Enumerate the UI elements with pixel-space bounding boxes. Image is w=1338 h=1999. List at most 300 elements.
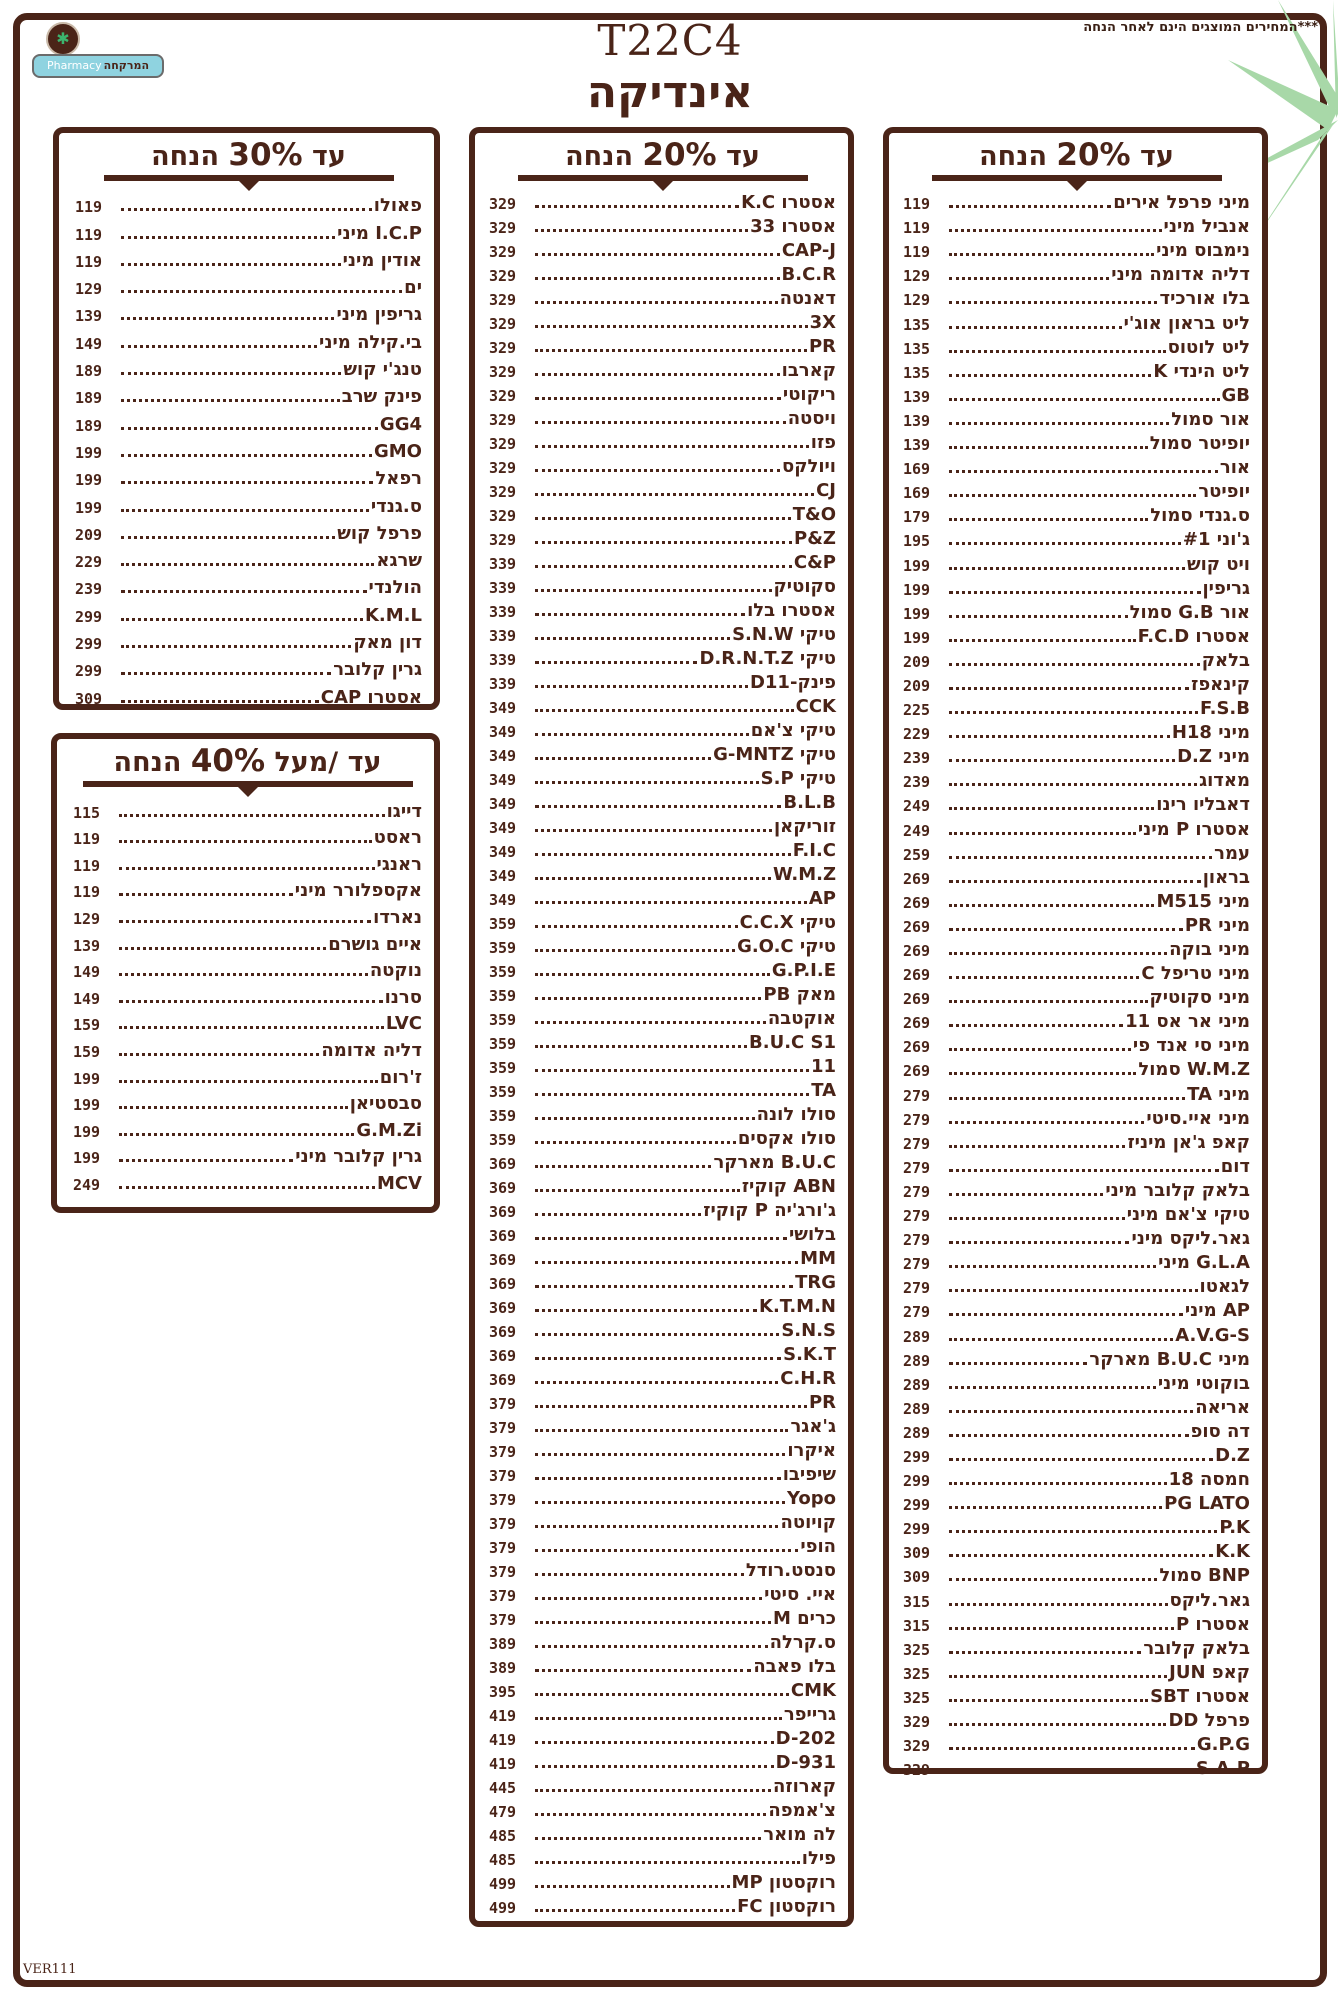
strain-name: גרין קלובר [333, 659, 422, 681]
price-row [75, 244, 422, 271]
price-row [489, 1653, 836, 1677]
price: 279 [903, 1134, 931, 1153]
price: 329 [489, 411, 517, 429]
strain-name: גרייפר [783, 1704, 836, 1725]
strain-name: טיקי צ'אם [750, 720, 836, 741]
price: 315 [903, 1616, 931, 1635]
price: 369 [489, 1203, 517, 1221]
strain-name: P&Z [794, 528, 836, 549]
strain-name: בלו פאבה [753, 1656, 836, 1677]
pharmacy-logo [32, 22, 164, 78]
price-row [73, 1061, 422, 1088]
heading-suffix: הנחה [979, 141, 1047, 172]
price: 445 [489, 1779, 517, 1797]
strain-name: B.L.B [783, 792, 836, 813]
price-row [489, 1605, 836, 1629]
price: 379 [489, 1587, 517, 1605]
strain-name: S.K.T [783, 1344, 836, 1365]
strain-name: מיני D.Z [1177, 746, 1250, 768]
dot-leader [535, 613, 745, 616]
strain-name: בי.קילה מיני [319, 331, 422, 353]
price: 419 [489, 1707, 517, 1725]
strain-name: רפאל [375, 468, 422, 490]
price-row [73, 901, 422, 928]
price-row [489, 405, 836, 429]
price: 325 [903, 1664, 931, 1683]
dot-leader [119, 1000, 383, 1003]
dot-leader [949, 1289, 1198, 1292]
price: 299 [903, 1520, 931, 1539]
price: 199 [75, 443, 103, 462]
dot-leader [121, 509, 369, 512]
dot-leader [949, 976, 1139, 979]
section-heading [903, 137, 1250, 173]
price-row [489, 1173, 836, 1197]
strain-name: טיקי צ'אם מיני [1126, 1204, 1250, 1226]
price: 329 [489, 483, 517, 501]
dot-leader [119, 1026, 384, 1029]
price: 149 [73, 989, 101, 1008]
price: 199 [73, 1149, 101, 1168]
price: 359 [489, 1131, 517, 1149]
strain-name: איי. סיטי [764, 1584, 836, 1605]
dot-leader [535, 853, 791, 856]
price: 329 [489, 531, 517, 549]
strain-name: ויט קוש [1186, 553, 1250, 575]
dot-leader [535, 1717, 782, 1720]
dot-leader [535, 1477, 781, 1480]
dot-leader [121, 700, 319, 703]
dot-leader [119, 920, 371, 923]
strain-name: ליט הינדי K [1153, 360, 1250, 382]
strain-name: פזו [810, 432, 836, 453]
dot-leader [949, 1482, 1167, 1485]
price-row [489, 1125, 836, 1149]
price-row [903, 647, 1250, 671]
strain-name: 11 [810, 1056, 836, 1077]
price: 369 [489, 1323, 517, 1341]
strain-name: אודין מיני [342, 249, 422, 271]
dot-leader [949, 1313, 1183, 1316]
dot-leader [535, 445, 809, 448]
dot-leader [949, 518, 1148, 521]
price: 349 [489, 699, 517, 717]
strain-name: S.N.S [781, 1320, 836, 1341]
price-row [489, 1461, 836, 1485]
strain-name: K.K [1215, 1541, 1250, 1563]
dot-leader [949, 1723, 1166, 1726]
price-row [903, 1273, 1250, 1297]
price-row [903, 261, 1250, 285]
dot-leader [121, 399, 340, 402]
heading-divider [932, 175, 1222, 181]
price-row [903, 1635, 1250, 1659]
price-row [489, 453, 836, 477]
strain-name: ז'רום [379, 1066, 422, 1088]
dot-leader [535, 1645, 768, 1648]
strain-name: דום [1220, 1155, 1250, 1177]
price: 269 [903, 942, 931, 960]
price: 209 [75, 525, 103, 544]
heading-divider [83, 781, 413, 787]
price-row [489, 477, 836, 501]
price-row [489, 1245, 836, 1269]
dot-leader [949, 904, 1154, 907]
price-row [903, 526, 1250, 550]
strain-name: פינק שרב [341, 386, 422, 408]
strain-name: TA [811, 1080, 836, 1101]
price: 315 [903, 1592, 931, 1611]
dot-leader [535, 1357, 781, 1360]
price-row [489, 1221, 836, 1245]
dot-leader [121, 454, 372, 457]
price-row [489, 213, 836, 237]
strain-name: פאולו [373, 195, 422, 217]
strain-name: D-931 [775, 1752, 836, 1773]
price: 299 [903, 1496, 931, 1515]
price: 135 [903, 339, 931, 358]
price: 199 [73, 1122, 101, 1141]
price: 419 [489, 1755, 517, 1773]
strain-name: PR [808, 1392, 836, 1413]
price: 229 [75, 553, 103, 572]
price-row [489, 741, 836, 765]
dot-leader [535, 757, 711, 760]
price-row [73, 875, 422, 902]
dot-leader [949, 1000, 1148, 1003]
price: 189 [75, 416, 103, 435]
strain-name: T&O [792, 504, 836, 525]
strain-name: פרפל DD [1168, 1710, 1250, 1731]
price-row [903, 1466, 1250, 1490]
dot-leader [535, 1669, 751, 1672]
price: 379 [489, 1539, 517, 1557]
price: 359 [489, 963, 517, 981]
dot-leader [119, 1106, 348, 1109]
price-row [489, 357, 836, 381]
price: 289 [903, 1351, 931, 1370]
strain-name: ס.גנדי סמול [1150, 505, 1250, 527]
price-row [75, 489, 422, 516]
strain-name: פרפל קוש [337, 522, 422, 544]
price: 269 [903, 1062, 931, 1081]
price: 379 [489, 1443, 517, 1461]
strain-name: אסטרו CAP [320, 686, 422, 708]
price: 119 [73, 856, 101, 875]
strain-name: אסטרו P [1175, 1613, 1250, 1635]
dot-leader [949, 1627, 1174, 1630]
price-row [489, 1437, 836, 1461]
dot-leader [535, 325, 808, 328]
strain-name: AP [808, 888, 836, 909]
price: 379 [489, 1611, 517, 1629]
dot-leader [119, 973, 368, 976]
dot-leader [121, 481, 373, 484]
dot-leader [535, 1093, 809, 1096]
strain-name: ג'אגר [790, 1416, 836, 1437]
dot-leader [949, 1458, 1213, 1461]
dot-leader [949, 1121, 1144, 1124]
dot-leader [535, 1813, 766, 1816]
price-row [73, 981, 422, 1008]
strain-name: קויוטה [780, 1512, 836, 1533]
price-row [489, 1077, 836, 1101]
strain-name: סולו לונה [756, 1104, 836, 1125]
price-row [489, 789, 836, 813]
strain-name: ג'ורג'יה P קוקיז [703, 1200, 836, 1221]
strain-name: אור סמול [1171, 408, 1250, 430]
price: 139 [903, 387, 931, 406]
strain-name: בוקוטי מיני [1157, 1372, 1250, 1394]
price: 379 [489, 1419, 517, 1437]
price-row [489, 1629, 836, 1653]
dot-leader [121, 317, 334, 320]
dot-leader [535, 1549, 798, 1552]
price: 299 [903, 1472, 931, 1491]
price: 189 [75, 389, 103, 408]
price-row [489, 1029, 836, 1053]
price: 149 [75, 334, 103, 353]
price: 159 [73, 1042, 101, 1061]
price-row [75, 216, 422, 243]
price: 485 [489, 1827, 517, 1845]
price-row [489, 1389, 836, 1413]
strain-name: כרים M [772, 1608, 836, 1629]
price: 329 [489, 195, 517, 213]
price-row [489, 765, 836, 789]
dot-leader [535, 1165, 711, 1168]
dot-leader [535, 1213, 701, 1216]
dot-leader [949, 1362, 1087, 1365]
strain-name: טיקי C.C.X [739, 912, 836, 933]
dot-leader [121, 427, 378, 430]
price-row [903, 888, 1250, 912]
price-row [903, 1346, 1250, 1370]
dot-leader [121, 263, 341, 266]
price: 485 [489, 1851, 517, 1869]
strain-name: אסטרו P מיני [1137, 818, 1250, 840]
strain-name: ג'וני #1 [1182, 529, 1250, 551]
price-row [903, 1249, 1250, 1273]
dot-leader [119, 893, 293, 896]
strain-name: דאנטה [779, 288, 836, 309]
price: 349 [489, 747, 517, 765]
price: 199 [75, 498, 103, 517]
dot-leader [535, 949, 735, 952]
dot-leader [949, 759, 1175, 762]
strain-name: קינאפז [1191, 673, 1250, 695]
price-row [903, 575, 1250, 599]
strain-name: בלו אורכיד [1159, 288, 1250, 310]
strain-name: טנג'י קוש [343, 359, 422, 381]
dot-leader [949, 1097, 1185, 1100]
price-row [489, 1821, 836, 1845]
dot-leader [535, 1381, 778, 1384]
strain-name: דאבליו רינו [1156, 794, 1250, 816]
brand-title: T22C4 [597, 16, 743, 65]
price-row [489, 957, 836, 981]
price: 359 [489, 987, 517, 1005]
dot-leader [949, 735, 1170, 738]
strain-name: טיקי S.N.W [732, 624, 836, 645]
price: 369 [489, 1251, 517, 1269]
dot-leader [535, 277, 780, 280]
price: 329 [489, 363, 517, 381]
price: 269 [903, 990, 931, 1009]
strain-name: איים גושרם [328, 933, 422, 955]
price: 379 [489, 1467, 517, 1485]
price: 299 [75, 635, 103, 654]
strain-name: ס.קרלה [769, 1632, 836, 1653]
strain-name: אור G.B סמול [1129, 601, 1250, 623]
price: 199 [903, 604, 931, 623]
price-row [75, 680, 422, 707]
price: 299 [75, 607, 103, 626]
price: 329 [903, 1737, 931, 1756]
strain-name: נימבוס מיני [1156, 240, 1250, 262]
price-row [903, 743, 1250, 767]
strain-name: דייגו [386, 800, 422, 822]
price: 329 [489, 435, 517, 453]
dot-leader [535, 1237, 787, 1240]
discount-note: ***המחירים המוצגים הינם לאחר הנחה [1083, 20, 1318, 35]
price: 359 [489, 1059, 517, 1077]
dot-leader [535, 469, 780, 472]
dot-leader [121, 645, 351, 648]
strain-name: אסטרו 33 [750, 216, 836, 237]
price-row [489, 429, 836, 453]
price-row [903, 984, 1250, 1008]
price: 115 [73, 803, 101, 822]
strain-name: W.M.Z סמול [1138, 1059, 1250, 1081]
heading-prefix: עד [1140, 141, 1174, 172]
strain-name: גאר.ליקס מיני [1131, 1228, 1250, 1250]
price-row [489, 1533, 836, 1557]
price-row [73, 795, 422, 822]
dot-leader [949, 783, 1197, 786]
price-row [489, 981, 836, 1005]
price-row [75, 407, 422, 434]
strain-name: F.S.B [1199, 698, 1250, 720]
strain-name: מיני איי.סיטי [1146, 1107, 1250, 1129]
strain-name: G.P.I.E [771, 960, 836, 981]
dot-leader [535, 1693, 789, 1696]
logo-latin: Pharmacy [46, 59, 102, 72]
dot-leader [949, 229, 1162, 232]
price-box-30 [53, 127, 440, 710]
strain-name: דליה אדומה [321, 1039, 422, 1061]
dot-leader [949, 1410, 1193, 1413]
price-row [489, 1893, 836, 1917]
dot-leader [949, 1578, 1157, 1581]
price: 369 [489, 1275, 517, 1293]
dot-leader [535, 877, 771, 880]
dot-leader [119, 867, 375, 870]
price: 349 [489, 819, 517, 837]
price-row [73, 1114, 422, 1141]
price: 329 [489, 267, 517, 285]
price-row [489, 1149, 836, 1173]
dot-leader [119, 840, 372, 843]
strain-name: B.U.C מארקר [713, 1152, 836, 1173]
price: 325 [903, 1640, 931, 1659]
price: 499 [489, 1875, 517, 1893]
strain-name: מיני M515 [1156, 890, 1250, 912]
price-row [903, 599, 1250, 623]
heading-prefix: עד [726, 141, 760, 172]
dot-leader [535, 253, 780, 256]
dot-leader [949, 205, 1111, 208]
price: 279 [903, 1207, 931, 1226]
price-row [75, 626, 422, 653]
dot-leader [535, 973, 770, 976]
price: 359 [489, 1083, 517, 1101]
strain-name: נארדו [373, 906, 422, 928]
strain-name: K.M.L [364, 604, 422, 626]
price: 329 [903, 1713, 931, 1731]
section-heading [489, 137, 836, 173]
dot-leader [535, 397, 781, 400]
price: 199 [903, 628, 931, 647]
price: 119 [73, 883, 101, 902]
strain-name: יופיטר סמול [1149, 433, 1250, 455]
dot-leader [121, 236, 335, 239]
price-row [489, 837, 836, 861]
dot-leader [119, 1080, 378, 1083]
strain-name: אקספלורר מיני [294, 880, 422, 902]
price-row [489, 1005, 836, 1029]
dot-leader [949, 952, 1167, 955]
price: 225 [903, 701, 931, 720]
dot-leader [949, 1603, 1168, 1606]
dot-leader [949, 277, 1109, 280]
price: 239 [903, 773, 931, 792]
price: 199 [903, 580, 931, 599]
price-row [903, 502, 1250, 526]
price: 349 [489, 867, 517, 885]
strain-name: G.P.G [1196, 1734, 1250, 1756]
price-row [903, 478, 1250, 502]
strain-name: קאפ ג'אן מיניז [1127, 1131, 1250, 1153]
price: 139 [75, 307, 103, 326]
strain-name: CCK [795, 696, 836, 717]
price-row [903, 189, 1250, 213]
strain-name: W.M.Z [772, 864, 836, 885]
strain-name: G.L.A מיני [1158, 1252, 1250, 1274]
strain-name: דון מאק [353, 632, 422, 654]
price-row [903, 1683, 1250, 1707]
price: 329 [489, 387, 517, 405]
price-row [903, 1394, 1250, 1418]
price-row [903, 1056, 1250, 1080]
heading-divider [518, 175, 808, 181]
strain-name: מיני B.U.C מארקר [1089, 1348, 1250, 1370]
dot-leader [121, 372, 341, 375]
logo-hebrew: המרקחה [103, 59, 150, 72]
price-row [75, 653, 422, 680]
heading-prefix: עד [312, 141, 346, 172]
price: 249 [73, 1175, 101, 1194]
price-row [75, 462, 422, 489]
strain-name: PG LATO [1164, 1493, 1250, 1515]
price-row [903, 237, 1250, 261]
dot-leader [535, 517, 791, 520]
price: 349 [489, 771, 517, 789]
price-row [489, 1197, 836, 1221]
price-row [489, 1341, 836, 1365]
strain-name: G.M.Zi [356, 1119, 422, 1141]
price-row [489, 717, 836, 741]
